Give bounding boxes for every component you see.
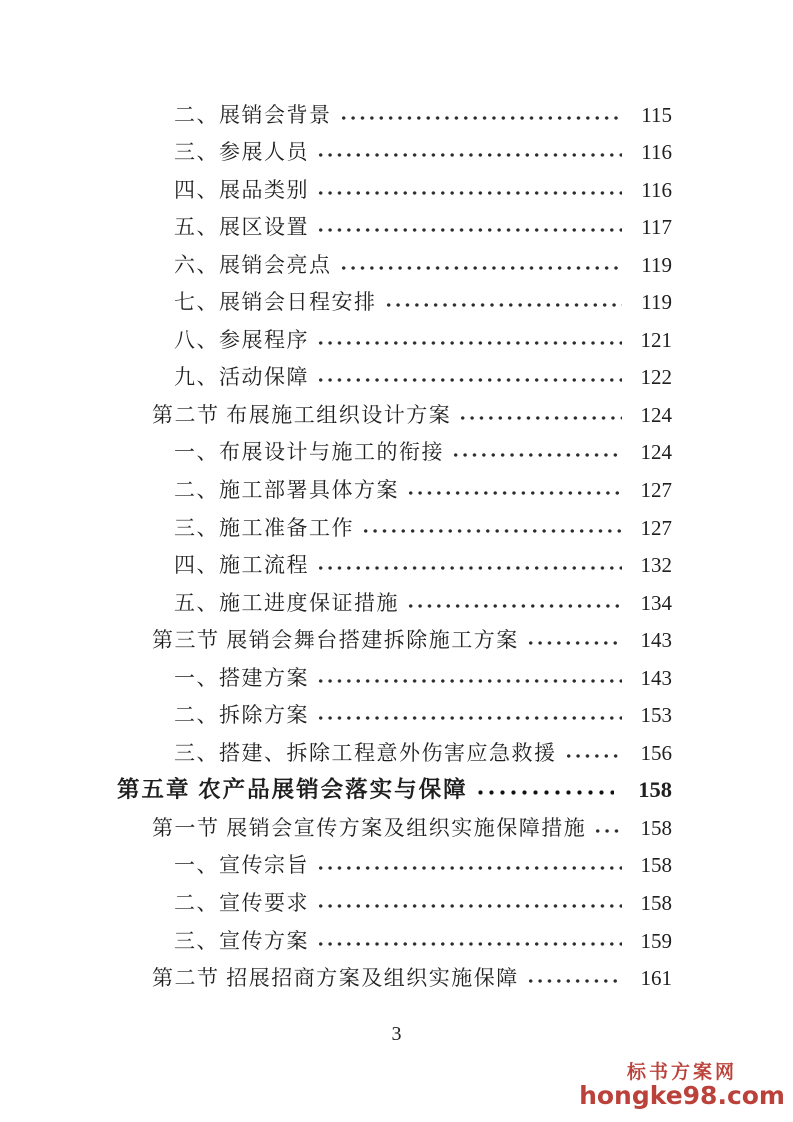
toc-entry-label: 第二节 布展施工组织设计方案 <box>152 402 452 427</box>
toc-entry-item <box>0 282 793 320</box>
toc-entry-page-number: 153 <box>640 703 672 728</box>
toc-entry-item <box>0 357 793 395</box>
toc-entry-label: 九、活动保障 <box>174 365 309 390</box>
toc-entry-item <box>0 469 793 507</box>
toc-leader-dots <box>316 941 622 947</box>
toc-entry-page-number: 132 <box>640 553 672 578</box>
toc-entry-item <box>0 732 793 770</box>
toc-entry-label: 六、展销会亮点 <box>174 252 332 277</box>
toc-entry-page-number: 124 <box>640 402 672 427</box>
toc-entry-item <box>0 207 793 245</box>
toc-entry-item <box>0 882 793 920</box>
toc-leader-dots <box>339 115 623 121</box>
toc-leader-dots <box>526 978 622 984</box>
toc-entry-page-number: 158 <box>640 891 672 916</box>
toc-entry-page-number: 158 <box>640 853 672 878</box>
toc-leader-dots <box>316 152 622 158</box>
toc-entry-label: 五、施工进度保证措施 <box>174 590 399 615</box>
toc-entry-label: 三、搭建、拆除工程意外伤害应急救援 <box>174 740 557 765</box>
toc-entry-page-number: 119 <box>641 252 672 277</box>
toc-entry-page-number: 134 <box>640 590 672 615</box>
toc-leader-dots <box>564 753 623 759</box>
toc-leader-dots <box>316 565 622 571</box>
toc-entry-item <box>0 169 793 207</box>
toc-leader-dots <box>406 490 622 496</box>
toc-entry-section <box>0 807 793 845</box>
toc-entry-label: 一、宣传宗旨 <box>174 853 309 878</box>
toc-entry-label: 一、布展设计与施工的衔接 <box>174 440 444 465</box>
toc-entry-label: 二、拆除方案 <box>174 703 309 728</box>
toc-leader-dots <box>316 715 622 721</box>
toc-leader-dots <box>316 190 622 196</box>
toc-entry-item <box>0 94 793 132</box>
toc-entry-item <box>0 582 793 620</box>
toc-leader-dots <box>475 789 614 796</box>
toc-entry-item <box>0 657 793 695</box>
toc-entry-label: 第五章 农产品展销会落实与保障 <box>117 777 468 803</box>
toc-entry-label: 八、参展程序 <box>174 327 309 352</box>
toc-entry-section <box>0 394 793 432</box>
toc-entry-label: 二、施工部署具体方案 <box>174 478 399 503</box>
toc-entry-label: 二、宣传要求 <box>174 891 309 916</box>
toc-entry-page-number: 161 <box>640 966 672 991</box>
toc-leader-dots <box>316 227 622 233</box>
toc-entry-label: 七、展销会日程安排 <box>174 290 377 315</box>
toc-entry-page-number: 121 <box>640 327 672 352</box>
toc-entry-label: 第二节 招展招商方案及组织实施保障 <box>152 966 519 991</box>
toc-entry-label: 一、搭建方案 <box>174 665 309 690</box>
toc-leader-dots <box>316 377 622 383</box>
toc-leader-dots <box>593 828 622 834</box>
toc-leader-dots <box>361 528 622 534</box>
toc-leader-dots <box>316 865 622 871</box>
toc-entry-page-number: 122 <box>640 365 672 390</box>
toc-entry-label: 五、展区设置 <box>174 215 309 240</box>
toc-entry-page-number: 127 <box>640 515 672 540</box>
toc-entry-item <box>0 845 793 883</box>
toc-leader-dots <box>316 903 622 909</box>
toc-entry-label: 三、施工准备工作 <box>174 515 354 540</box>
toc-entry-label: 第一节 展销会宣传方案及组织实施保障措施 <box>152 815 587 840</box>
toc-entry-page-number: 127 <box>640 478 672 503</box>
toc-entry-section <box>0 620 793 658</box>
toc-entry-item <box>0 695 793 733</box>
watermark-site-name: 标书方案网 <box>627 1061 738 1083</box>
toc-entry-label: 三、宣传方案 <box>174 928 309 953</box>
toc-entry-item <box>0 244 793 282</box>
toc-entry-page-number: 116 <box>641 140 672 165</box>
footer-page-number: 3 <box>391 1023 402 1046</box>
toc-entry-item <box>0 920 793 958</box>
toc-entry-page-number: 159 <box>640 928 672 953</box>
toc-entry-page-number: 143 <box>640 628 672 653</box>
toc-entry-item <box>0 132 793 170</box>
toc-leader-dots <box>406 603 622 609</box>
toc-entry-section <box>0 958 793 996</box>
toc-entry-page-number: 156 <box>640 740 672 765</box>
toc-entry-page-number: 117 <box>641 215 672 240</box>
toc-entry-page-number: 116 <box>641 177 672 202</box>
toc-entry-page-number: 143 <box>640 665 672 690</box>
toc-leader-dots <box>458 415 622 421</box>
toc-entry-page-number: 158 <box>638 777 672 803</box>
toc-leader-dots <box>316 678 622 684</box>
toc-entry-item <box>0 319 793 357</box>
toc-entry-page-number: 158 <box>640 815 672 840</box>
toc-leader-dots <box>316 340 622 346</box>
toc-entry-label: 四、展品类别 <box>174 177 309 202</box>
toc-entry-item <box>0 432 793 470</box>
toc-entry-label: 四、施工流程 <box>174 553 309 578</box>
toc-entry-label: 第三节 展销会舞台搭建拆除施工方案 <box>152 628 519 653</box>
toc-leader-dots <box>339 265 623 271</box>
toc-leader-dots <box>526 640 622 646</box>
toc-entry-page-number: 124 <box>640 440 672 465</box>
watermark-site-url: hongke98.com <box>579 1080 785 1110</box>
toc-entry-page-number: 119 <box>641 290 672 315</box>
toc-entry-item <box>0 507 793 545</box>
toc-entry-label: 二、展销会背景 <box>174 102 332 127</box>
toc-entry-page-number: 115 <box>641 102 672 127</box>
toc-leader-dots <box>384 302 623 308</box>
toc-entry-chapter <box>0 770 793 808</box>
toc-leader-dots <box>451 452 622 458</box>
watermark <box>579 1063 785 1109</box>
toc-entry-label: 三、参展人员 <box>174 140 309 165</box>
toc-entry-item <box>0 545 793 583</box>
